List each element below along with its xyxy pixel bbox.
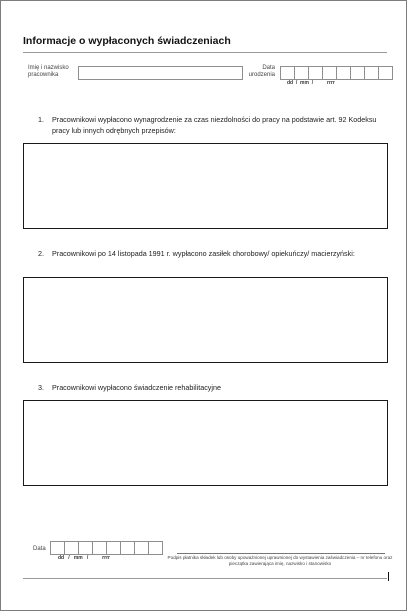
question-2-text: Pracownikowi po 14 listopada 1991 r. wypłacono zasiłek chorobowy/ opiekuńczy/ macierzyński:: [52, 249, 355, 258]
signature-caption: Podpis płatnika składek lub osoby upoważnionej uprawnionej do wystawienia zaświadczenia – nr telefonu oraz pieczątka zawierająca imię, nazwisko i stanowisko: [167, 555, 393, 566]
footer-date-caption: dd / mm / rrrr: [58, 555, 110, 561]
title-divider: [23, 52, 387, 53]
question-1-answer-box[interactable]: [23, 143, 388, 229]
question-2-number: 2.: [38, 249, 44, 258]
question-1-number: 1.: [38, 115, 44, 124]
employee-name-label-line1: Imię i nazwisko: [28, 65, 69, 71]
dob-year-digit-1[interactable]: [336, 66, 351, 80]
dob-month-digit-2[interactable]: [322, 66, 337, 80]
footer-day-digit-1[interactable]: [50, 541, 65, 555]
dob-caption: dd / mm / rrrr: [287, 80, 335, 86]
dob-year-digit-3[interactable]: [364, 66, 379, 80]
dob-label-line2: urodzenia: [248, 72, 275, 78]
question-3-number: 3.: [38, 383, 44, 392]
dob-year-digit-4[interactable]: [378, 66, 393, 80]
footer-year-digit-3[interactable]: [134, 541, 149, 555]
text-cursor: [388, 572, 389, 581]
signature-line[interactable]: [177, 553, 385, 554]
form-title: Informacje o wypłaconych świadczeniach: [23, 35, 231, 47]
dob-label-line1: Data: [262, 65, 275, 71]
employee-name-field[interactable]: [78, 66, 243, 80]
footer-month-digit-1[interactable]: [78, 541, 93, 555]
footer-divider: [23, 578, 387, 579]
footer-year-digit-2[interactable]: [120, 541, 135, 555]
question-1-text: Pracownikowi wypłacono wynagrodzenie za czas niezdolności do pracy na podstawie art. 92 Kodeksu pracy lub innych odrębnych przepisów:: [52, 115, 377, 135]
question-2-answer-box[interactable]: [23, 277, 388, 363]
dob-day-digit-2[interactable]: [294, 66, 309, 80]
dob-label: [241, 65, 275, 79]
question-3-text: Pracownikowi wypłacono świadczenie rehabilitacyjne: [52, 383, 221, 392]
employee-name-label: [28, 65, 69, 79]
dob-month-digit-1[interactable]: [308, 66, 323, 80]
footer-date-label: Data: [33, 546, 46, 552]
footer-month-digit-2[interactable]: [92, 541, 107, 555]
employee-name-label-line2: pracownika: [28, 72, 59, 78]
footer-year-digit-4[interactable]: [148, 541, 163, 555]
dob-day-digit-1[interactable]: [280, 66, 295, 80]
dob-field[interactable]: [280, 66, 393, 80]
footer-date-field[interactable]: [50, 541, 163, 555]
dob-year-digit-2[interactable]: [350, 66, 365, 80]
footer-day-digit-2[interactable]: [64, 541, 79, 555]
footer-year-digit-1[interactable]: [106, 541, 121, 555]
question-3-answer-box[interactable]: [23, 400, 388, 486]
